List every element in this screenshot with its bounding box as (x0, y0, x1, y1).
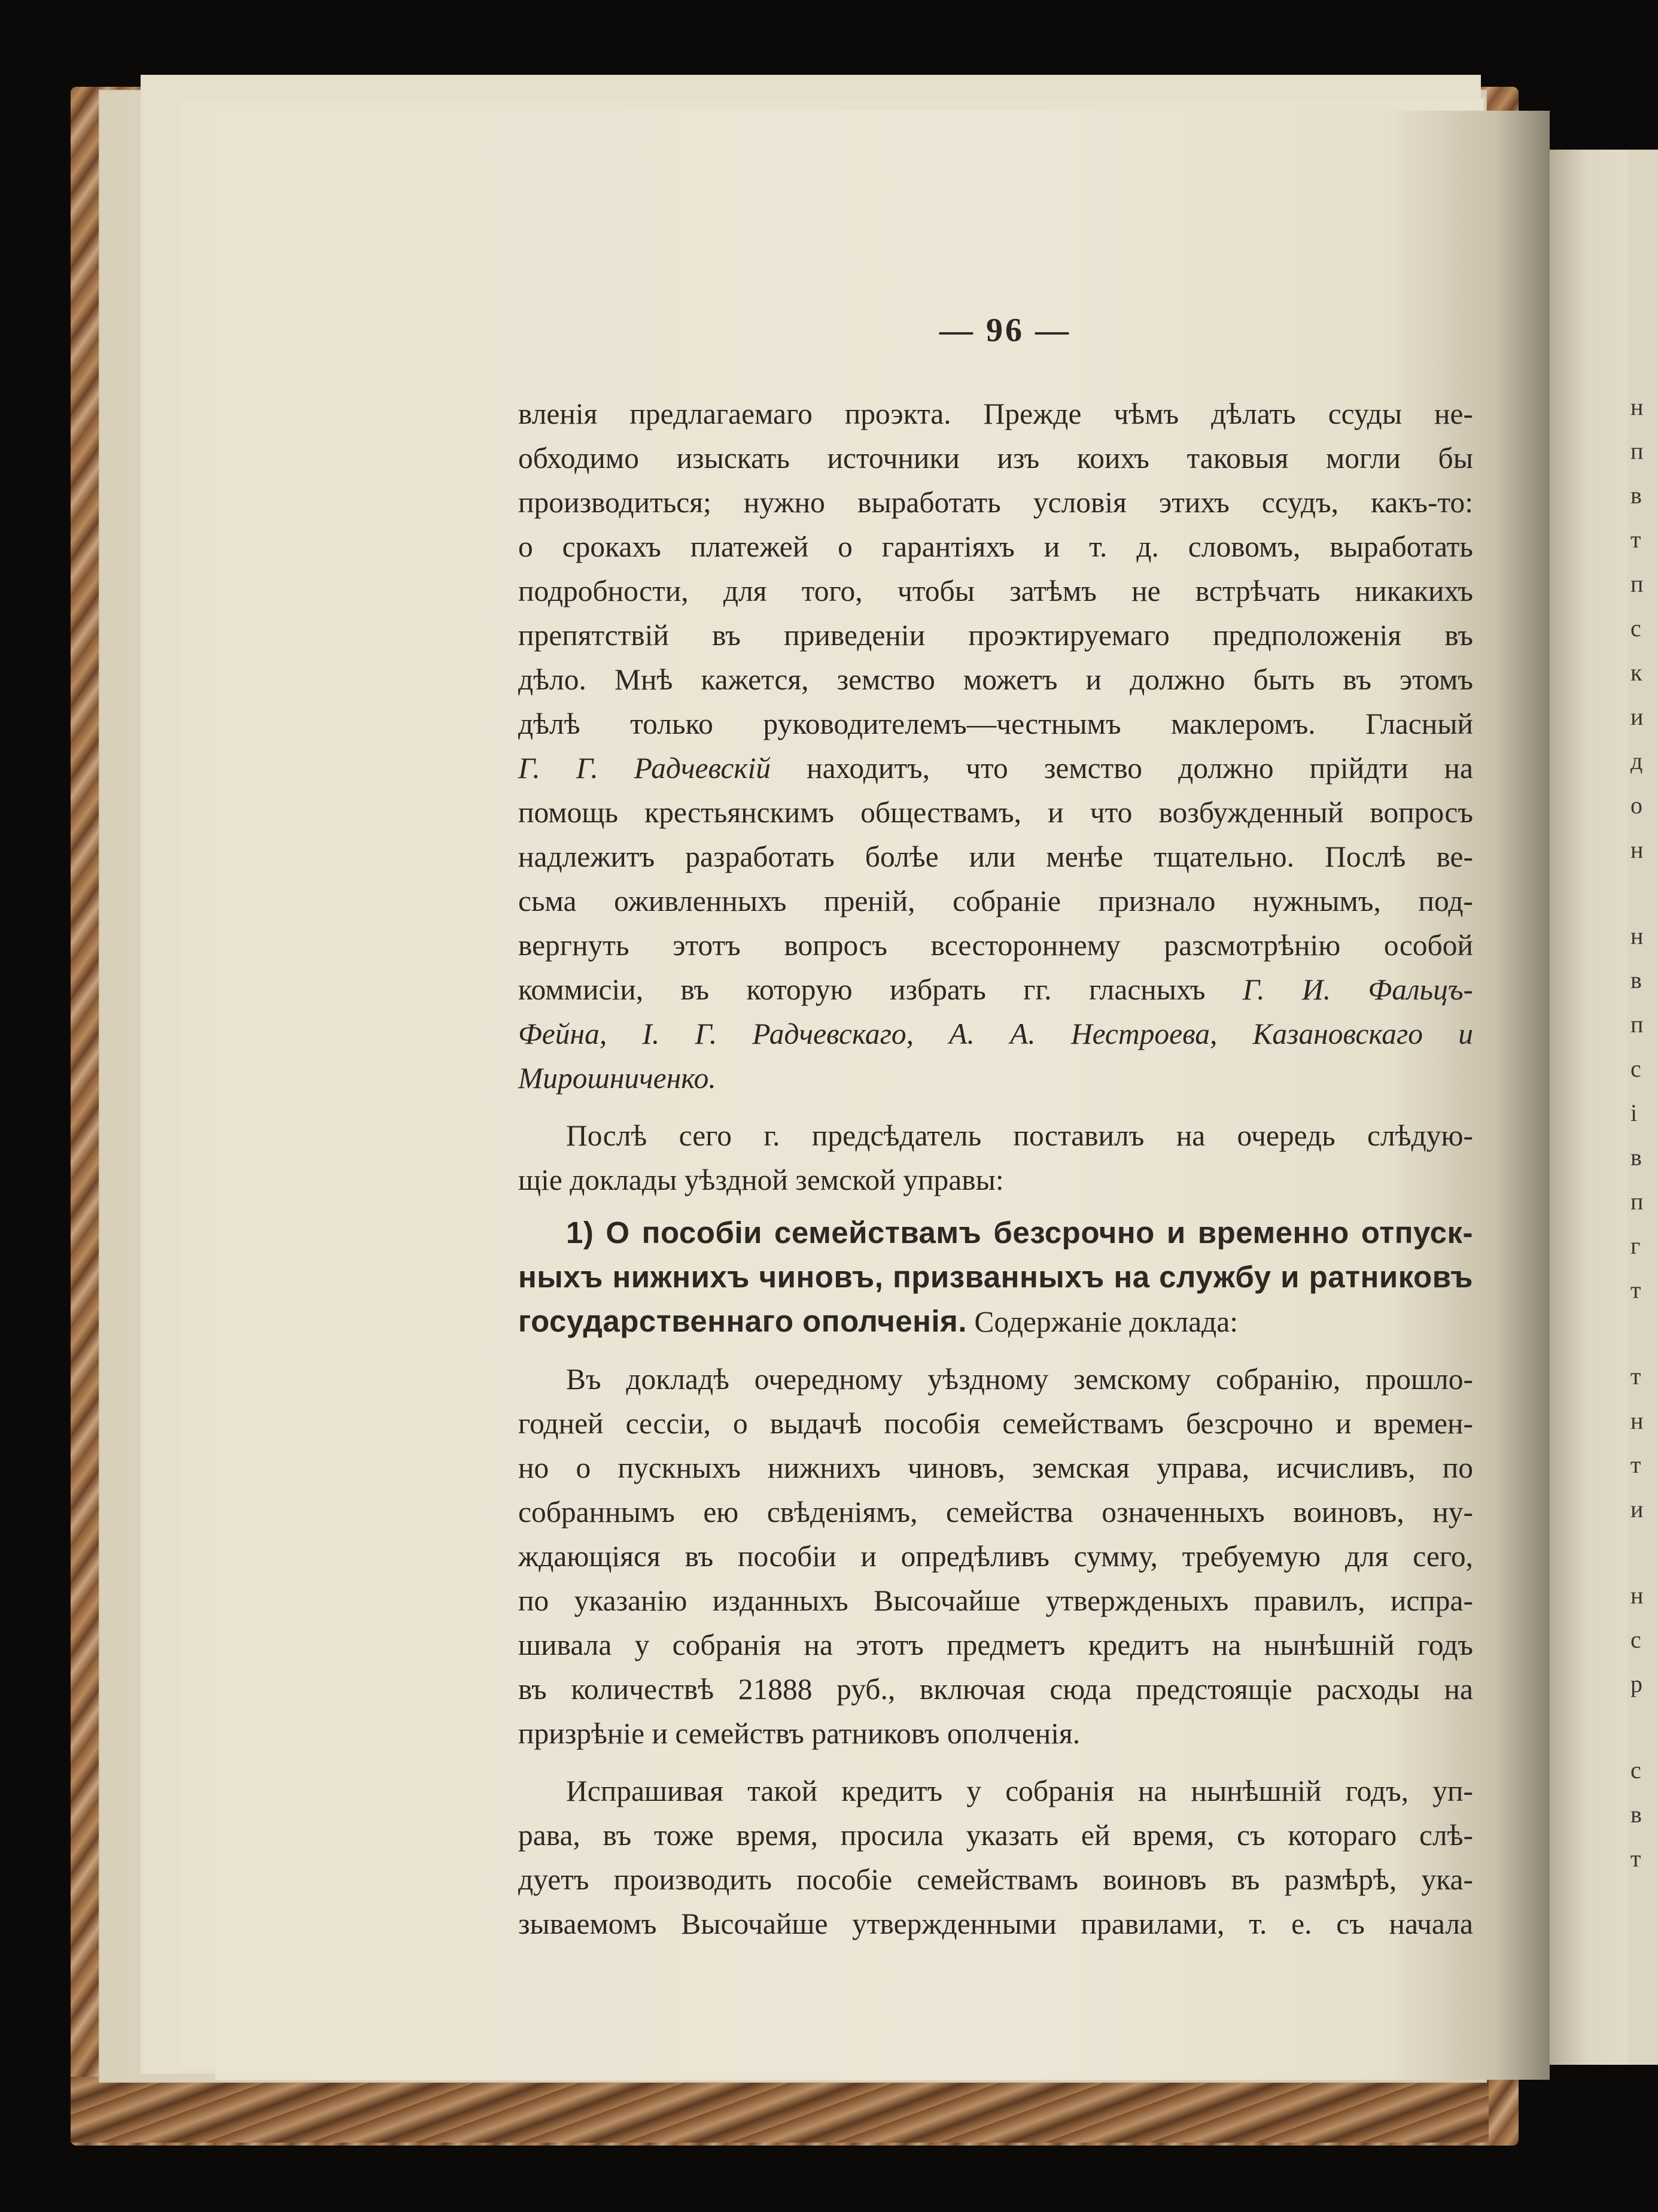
text-line: сьма оживленныхъ преній, собраніе признало нужнымъ, под- (518, 885, 1473, 917)
text-line: коммисіи, въ которую избрать гг. гласныхъ Г. И. Фальцъ- (518, 973, 1473, 1006)
text-line: вленія предлагаемаго проэкта. Прежде чѣмъ дѣлать ссуды не- (518, 397, 1473, 430)
heading-line: ныхъ нижнихъ чиновъ, призванныхъ на службу и ратниковъ (518, 1260, 1473, 1294)
facing-page-letter: в (1630, 482, 1642, 509)
text-line: помощь крестьянскимъ обществамъ, и что возбужденный вопросъ (518, 796, 1473, 829)
facing-page-letter: в (1630, 967, 1642, 993)
paragraph (518, 1769, 1473, 1946)
facing-page-letter: с (1630, 1055, 1641, 1082)
text-line: обходимо изыскать источники изъ коихъ таковыя могли бы (518, 442, 1473, 475)
text-line: щіе доклады уѣздной земской управы: (518, 1163, 1004, 1196)
facing-page-letter: п (1630, 1188, 1644, 1215)
text-line: подробности, для того, чтобы затѣмъ не встрѣчать никакихъ (518, 575, 1473, 607)
paragraph (518, 392, 1473, 746)
facing-page-letter: р (1630, 1670, 1642, 1697)
facing-page-letter: н (1630, 393, 1644, 420)
heading-line: 1) О пособіи семействамъ безсрочно и временно отпуск- (566, 1216, 1473, 1250)
person-names-line: Фейна, І. Г. Радчевскаго, А. А. Нестроева, Казановскаго и (518, 1017, 1473, 1050)
text-line: Испрашивая такой кредитъ у собранія на нынѣшній годъ, уп- (566, 1775, 1473, 1807)
facing-page-letter: т (1630, 1845, 1641, 1872)
facing-page-letter: н (1630, 836, 1644, 863)
paragraph (518, 1114, 1473, 1202)
facing-page-letter: н (1630, 922, 1644, 949)
facing-page-letter: н (1630, 1407, 1644, 1434)
text-line: надлежитъ разработать болѣе или менѣе тщательно. Послѣ ве- (518, 840, 1473, 873)
facing-page-letter: п (1630, 1011, 1644, 1038)
text-line: въ количествѣ 21888 руб., включая сюда предстоящіе расходы на (518, 1673, 1473, 1706)
facing-page-letter: д (1630, 748, 1643, 774)
facing-page-letter: с (1630, 1626, 1641, 1653)
facing-page-letter: т (1630, 1451, 1641, 1478)
text-line: шивала у собранія на этотъ предметъ кредитъ на нынѣшній годъ (518, 1628, 1473, 1661)
text-line: по указанію изданныхъ Высочайше утвержденыхъ правилъ, испра- (518, 1584, 1473, 1617)
facing-page-letter: г (1630, 1232, 1641, 1259)
heading-line: государственнаго ополченія. Содержаніе доклада: (518, 1304, 1238, 1338)
text-line: собраннымъ ею свѣденіямъ, семейства означенныхъ воиновъ, ну- (518, 1496, 1473, 1529)
text-line: но о пускныхъ нижнихъ чиновъ, земская управа, исчисливъ, по (518, 1451, 1473, 1484)
text-line: зываемомъ Высочайше утвержденными правилами, т. е. съ начала (518, 1907, 1473, 1940)
text-line: Послѣ сего г. предсѣдатель поставилъ на очередь слѣдую- (566, 1119, 1473, 1152)
facing-page-letter: и (1630, 703, 1644, 730)
facing-page-letter: и (1630, 1496, 1644, 1523)
facing-page-letter: п (1630, 437, 1644, 464)
text-line: годней сессіи, о выдачѣ пособія семействамъ безсрочно и времен- (518, 1407, 1473, 1440)
text-line: препятствій въ приведеніи проэктируемаго предположенія въ (518, 619, 1473, 652)
facing-page-letter: в (1630, 1144, 1642, 1171)
page-text (518, 392, 1473, 1959)
paragraph (518, 746, 1473, 1101)
facing-page-letter: п (1630, 570, 1644, 597)
facing-page-letter: т (1630, 1363, 1641, 1390)
facing-page-letter: о (1630, 792, 1642, 819)
text-line: дѣло. Мнѣ кажется, земство можетъ и должно быть въ этомъ (518, 663, 1473, 696)
text-line: о срокахъ платежей о гарантіяхъ и т. д. словомъ, выработать (518, 530, 1473, 563)
person-name: Г. И. Фальцъ- (1242, 973, 1473, 1006)
text-line: производиться; нужно выработать условія этихъ ссудъ, какъ-то: (518, 486, 1473, 519)
facing-page-letter: т (1630, 1277, 1641, 1304)
text-line: Г. Г. Радчевскій находитъ, что земство должно прійдти на (518, 752, 1474, 785)
person-names-line: Мирошниченко. (518, 1062, 716, 1095)
text-line: Въ докладѣ очередному уѣздному земскому собранію, прошло- (566, 1363, 1473, 1396)
section-heading (518, 1211, 1473, 1344)
text-line: дѣлѣ только руководителемъ—честнымъ маклеромъ. Гласный (518, 707, 1473, 740)
text-line: вергнуть этотъ вопросъ всестороннему разсмотрѣнію особой (518, 929, 1473, 962)
text-line: рава, въ тоже время, просила указать ей время, съ котораго слѣ- (518, 1819, 1473, 1852)
facing-page-letter: с (1630, 1757, 1641, 1783)
book-cover-bottom-edge (71, 2077, 1489, 2143)
person-name: Г. Г. Радчевскій (518, 752, 771, 785)
facing-page-letter: н (1630, 1582, 1644, 1609)
text-line: ждающіяся въ пособіи и опредѣливъ сумму, требуемую для сего, (518, 1540, 1473, 1573)
facing-page-letter: в (1630, 1801, 1642, 1828)
facing-page-letter: т (1630, 526, 1641, 553)
text-line: призрѣніе и семействъ ратниковъ ополченія. (518, 1717, 1081, 1750)
paragraph (518, 1357, 1473, 1756)
facing-page-letter: к (1630, 659, 1642, 686)
text-line: дуетъ производить пособіе семействамъ воиновъ въ размѣрѣ, ука- (518, 1863, 1473, 1896)
facing-page-letter: і (1630, 1099, 1638, 1126)
facing-page-letter: с (1630, 615, 1641, 642)
page-number: — 96 — (939, 312, 1071, 349)
